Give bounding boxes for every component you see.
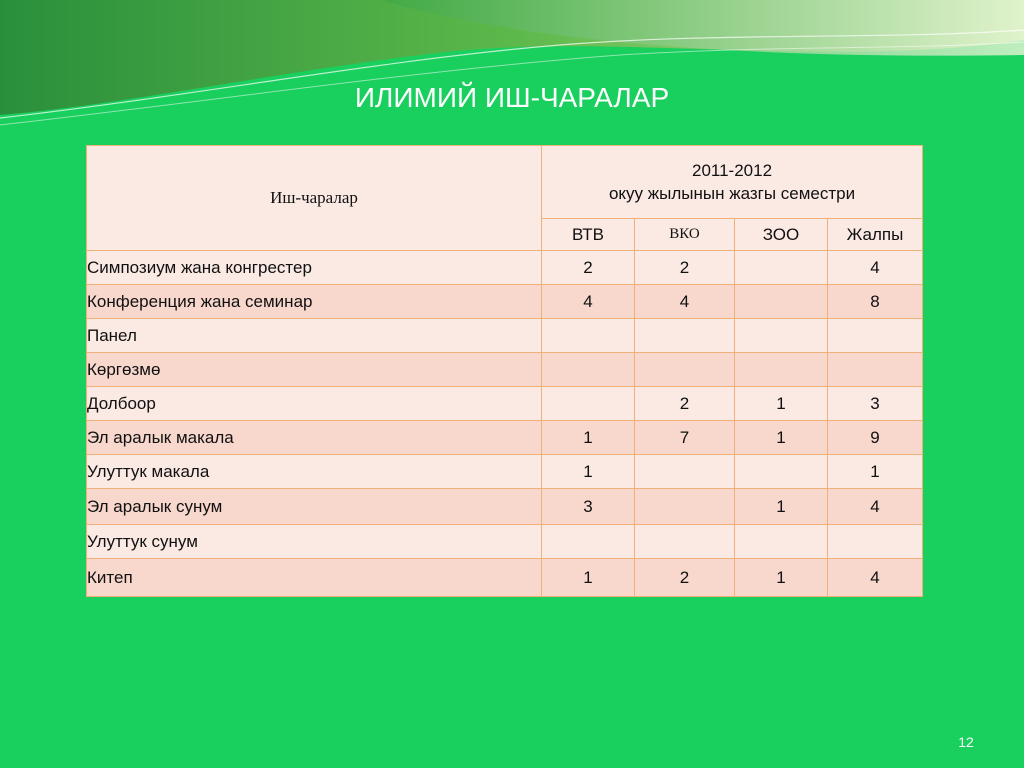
header-activities: Иш-чаралар xyxy=(87,146,542,251)
table-cell: 2 xyxy=(542,251,635,285)
table-cell: 1 xyxy=(542,421,635,455)
table-cell: 3 xyxy=(828,387,923,421)
row-label: Улуттук макала xyxy=(87,455,542,489)
table-row xyxy=(87,353,923,387)
table-cell: 1 xyxy=(828,455,923,489)
table-row xyxy=(87,387,923,421)
table-row xyxy=(87,525,923,559)
row-label: Китеп xyxy=(87,559,542,597)
table-cell xyxy=(828,353,923,387)
table-cell: 3 xyxy=(542,489,635,525)
table-cell: 8 xyxy=(828,285,923,319)
table-cell xyxy=(542,353,635,387)
table-cell xyxy=(635,525,735,559)
column-header-vko: ВКО xyxy=(635,219,735,251)
column-header-vtv: ВТВ xyxy=(542,219,635,251)
table-cell: 4 xyxy=(542,285,635,319)
row-label: Симпозиум жана конгрестер xyxy=(87,251,542,285)
activities-table xyxy=(86,145,923,597)
table-row xyxy=(87,251,923,285)
table-cell xyxy=(828,525,923,559)
row-label: Конференция жана семинар xyxy=(87,285,542,319)
page-number: 12 xyxy=(958,734,974,750)
table-cell xyxy=(735,251,828,285)
table-row xyxy=(87,319,923,353)
column-header-zoo: ЗОО xyxy=(735,219,828,251)
table-cell: 2 xyxy=(635,251,735,285)
header-semester-name: окуу жылынын жазгы семестри xyxy=(608,184,856,203)
table-cell xyxy=(828,319,923,353)
table-row xyxy=(87,489,923,525)
table-cell xyxy=(635,353,735,387)
slide-title: ИЛИМИЙ ИШ-ЧАРАЛАР xyxy=(354,82,670,113)
table-cell: 1 xyxy=(542,559,635,597)
table-cell: 4 xyxy=(828,251,923,285)
table-cell xyxy=(542,319,635,353)
table-cell xyxy=(635,455,735,489)
header-semester xyxy=(542,146,923,219)
table-cell xyxy=(735,319,828,353)
table-row xyxy=(87,285,923,319)
column-header-total: Жалпы xyxy=(828,219,923,251)
table-cell xyxy=(635,319,735,353)
table-cell: 7 xyxy=(635,421,735,455)
table-cell: 1 xyxy=(542,455,635,489)
table-cell xyxy=(735,525,828,559)
table-cell xyxy=(735,285,828,319)
table-cell: 1 xyxy=(735,421,828,455)
table-cell: 4 xyxy=(828,489,923,525)
table-cell xyxy=(542,525,635,559)
table-cell xyxy=(542,387,635,421)
row-label: Көргөзмө xyxy=(87,353,542,387)
table-row xyxy=(87,559,923,597)
row-label: Улуттук сунум xyxy=(87,525,542,559)
table-row xyxy=(87,455,923,489)
table-cell xyxy=(635,489,735,525)
table-cell: 1 xyxy=(735,559,828,597)
table-cell: 9 xyxy=(828,421,923,455)
row-label: Эл аралык макала xyxy=(87,421,542,455)
table-cell: 2 xyxy=(635,387,735,421)
table-cell: 1 xyxy=(735,387,828,421)
row-label: Долбоор xyxy=(87,387,542,421)
table-cell: 2 xyxy=(635,559,735,597)
table-cell xyxy=(735,353,828,387)
table-cell: 1 xyxy=(735,489,828,525)
header-semester-year: 2011-2012 xyxy=(692,161,773,180)
table-cell: 4 xyxy=(635,285,735,319)
table-row xyxy=(87,421,923,455)
row-label: Эл аралык сунум xyxy=(87,489,542,525)
table-cell: 4 xyxy=(828,559,923,597)
row-label: Панел xyxy=(87,319,542,353)
table-cell xyxy=(735,455,828,489)
